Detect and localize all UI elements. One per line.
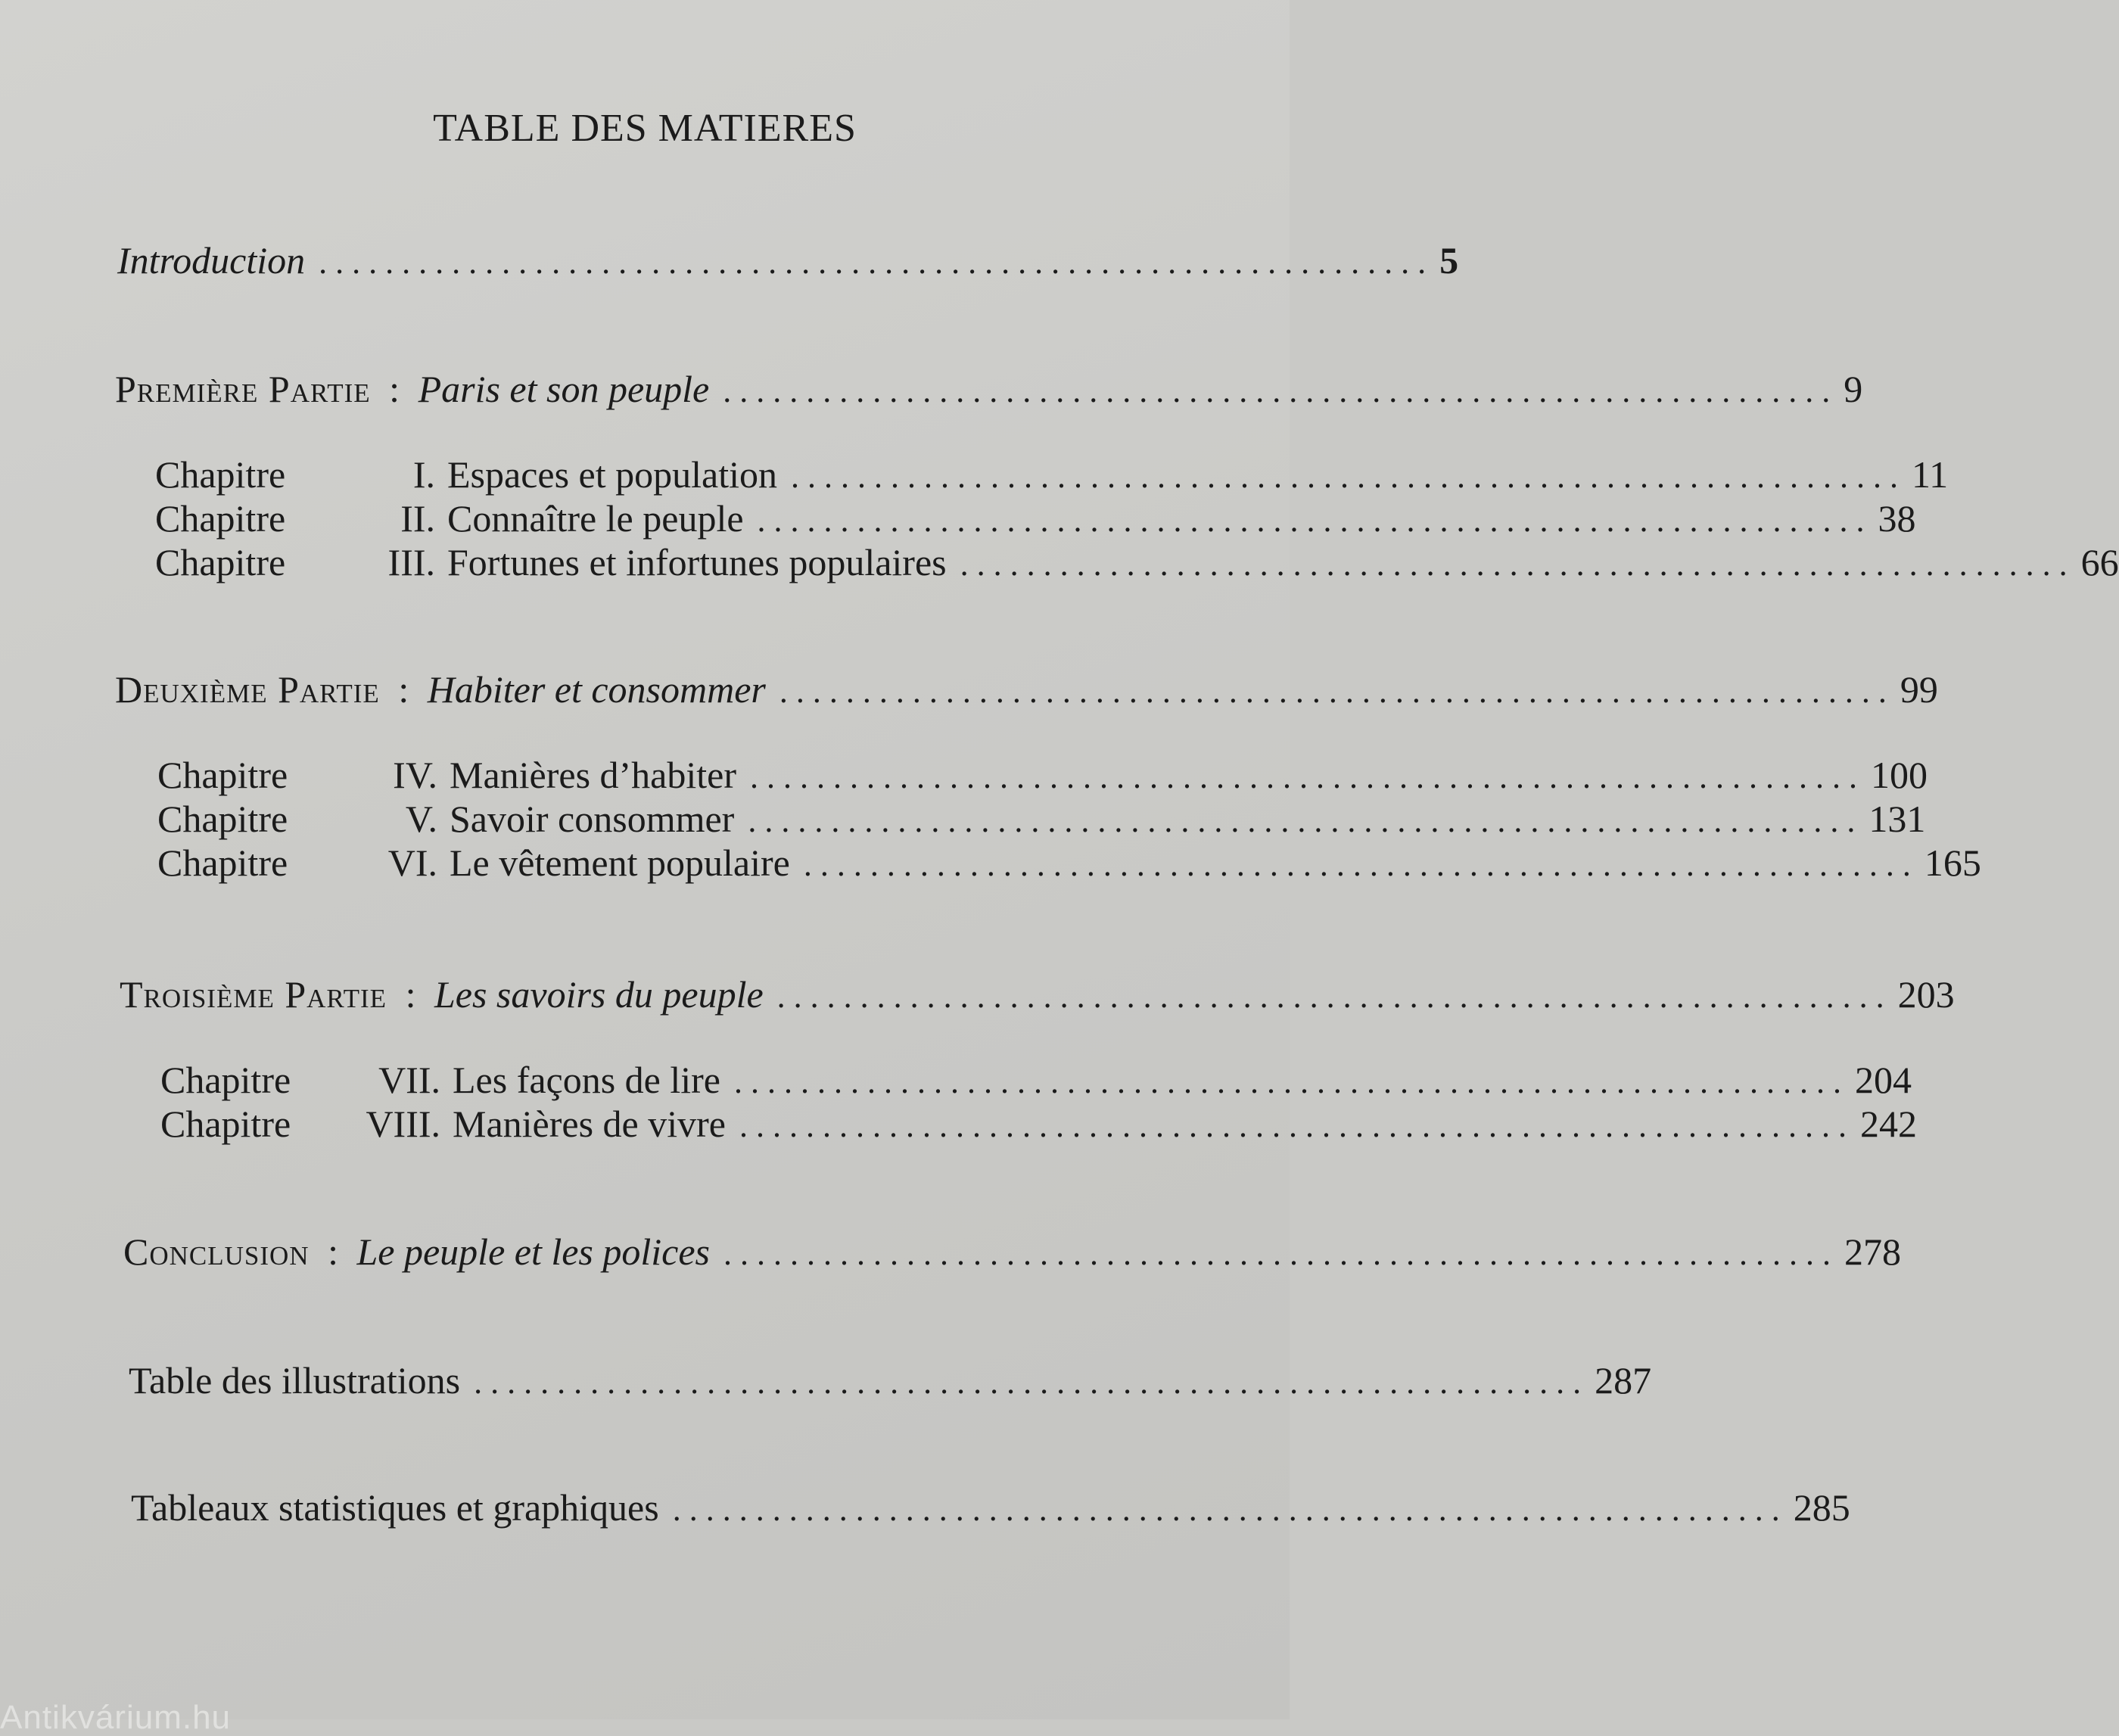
chapter-word: Chapitre (157, 842, 288, 884)
page-number: 66 (2080, 541, 2119, 583)
entry-label (160, 1102, 726, 1146)
chapter-title: Espaces et population (447, 453, 777, 496)
watermark: Antikvárium.hu (0, 1699, 232, 1736)
separator: : (405, 973, 416, 1016)
chapter-title: Fortunes et infortunes populaires (447, 541, 947, 583)
chapter-title: Le vêtement populaire (450, 842, 790, 884)
toc-entry-part-3 (120, 972, 1955, 1016)
leader-dots (779, 672, 1887, 711)
toc-entry-conclusion (123, 1230, 1902, 1274)
leader-dots (723, 1234, 1831, 1273)
chapter-word: Chapitre (155, 453, 286, 496)
page-number: 287 (1595, 1359, 1652, 1402)
conclusion-subtitle: Le peuple et les polices (356, 1230, 711, 1273)
entry-label (155, 540, 947, 584)
leader-dots (739, 1106, 1847, 1145)
entry-label (123, 1230, 710, 1274)
entry-label (160, 1058, 720, 1102)
toc-entry-introduction (117, 238, 1459, 282)
toc-entry-chapter-3 (155, 540, 2119, 584)
leader-dots (777, 977, 1884, 1016)
page-number: 100 (1871, 754, 1928, 796)
part-label: Deuxième Partie (115, 668, 380, 711)
toc-entry-chapter-6 (157, 841, 1981, 885)
chapter-word: Chapitre (155, 497, 286, 540)
page-number: 203 (1897, 973, 1955, 1016)
entry-label (157, 753, 736, 797)
chapter-number: III. (387, 541, 435, 583)
chapter-word: Chapitre (155, 541, 286, 583)
entry-label (120, 972, 764, 1016)
leader-dots (723, 372, 1830, 410)
entry-label (115, 667, 766, 711)
chapter-number: VI. (387, 842, 437, 884)
entry-label: Table des illustrations (129, 1359, 461, 1402)
toc-entry-tableaux (131, 1486, 1850, 1529)
chapter-number: II. (400, 497, 435, 540)
toc-entry-part-1 (115, 367, 1863, 411)
chapter-word: Chapitre (157, 798, 288, 840)
page-number: 165 (1924, 842, 1981, 884)
page-number: 285 (1793, 1486, 1850, 1529)
toc-entry-chapter-8 (160, 1102, 1917, 1146)
toc-entry-illustrations (129, 1358, 1652, 1402)
entry-label (157, 797, 734, 841)
page-number: 204 (1855, 1059, 1912, 1101)
leader-dots (474, 1363, 1581, 1402)
toc-entry-chapter-2 (155, 496, 1916, 540)
page-number: 9 (1844, 368, 1863, 410)
leader-dots (960, 545, 2068, 583)
chapter-title: Savoir consommer (450, 798, 735, 840)
page-number: 131 (1869, 798, 1926, 840)
entry-label (157, 841, 790, 885)
chapter-number: VII. (378, 1059, 440, 1101)
entry-label (115, 367, 709, 411)
page-number: 5 (1439, 239, 1459, 282)
conclusion-label: Conclusion (123, 1230, 310, 1273)
page-number: 99 (1900, 668, 1938, 711)
chapter-number: VIII. (366, 1103, 440, 1145)
chapter-word: Chapitre (157, 754, 288, 796)
part-label: Première Partie (115, 368, 371, 410)
leader-dots (319, 243, 1426, 282)
chapter-title: Manières de vivre (453, 1103, 726, 1145)
leader-dots (734, 1062, 1841, 1101)
toc-entry-part-2 (115, 667, 1938, 711)
chapter-title: Les façons de lire (453, 1059, 721, 1101)
entry-label: Tableaux statistiques et graphiques (131, 1486, 659, 1529)
chapter-title: Connaître le peuple (447, 497, 744, 540)
chapter-number: I. (412, 453, 435, 496)
chapter-word: Chapitre (160, 1103, 291, 1145)
chapter-title: Manières d’habiter (450, 754, 737, 796)
part-subtitle: Paris et son peuple (418, 368, 710, 410)
leader-dots (791, 457, 1898, 496)
page-title: TABLE DES MATIERES (433, 107, 857, 150)
chapter-number: V. (405, 798, 437, 840)
toc-entry-chapter-5 (157, 797, 1926, 841)
leader-dots (758, 501, 1865, 540)
entry-label (155, 496, 744, 540)
page-number: 11 (1912, 453, 1949, 496)
entry-label: Introduction (117, 239, 306, 282)
separator: : (389, 368, 400, 410)
separator: : (398, 668, 409, 711)
part-subtitle: Habiter et consommer (427, 668, 766, 711)
chapter-word: Chapitre (160, 1059, 291, 1101)
leader-dots (748, 801, 1855, 840)
page-number: 278 (1844, 1230, 1902, 1273)
part-label: Troisième Partie (120, 973, 387, 1016)
chapter-number: IV. (393, 754, 437, 796)
separator: : (328, 1230, 338, 1273)
leader-dots (673, 1490, 1780, 1529)
toc-entry-chapter-1 (155, 453, 1949, 496)
leader-dots (750, 758, 1857, 796)
page-number: 242 (1859, 1103, 1917, 1145)
toc-entry-chapter-7 (160, 1058, 1912, 1102)
part-subtitle: Les savoirs du peuple (434, 973, 764, 1016)
page-number: 38 (1878, 497, 1916, 540)
entry-label (155, 453, 777, 496)
toc-entry-chapter-4 (157, 753, 1928, 797)
leader-dots (804, 845, 1911, 884)
